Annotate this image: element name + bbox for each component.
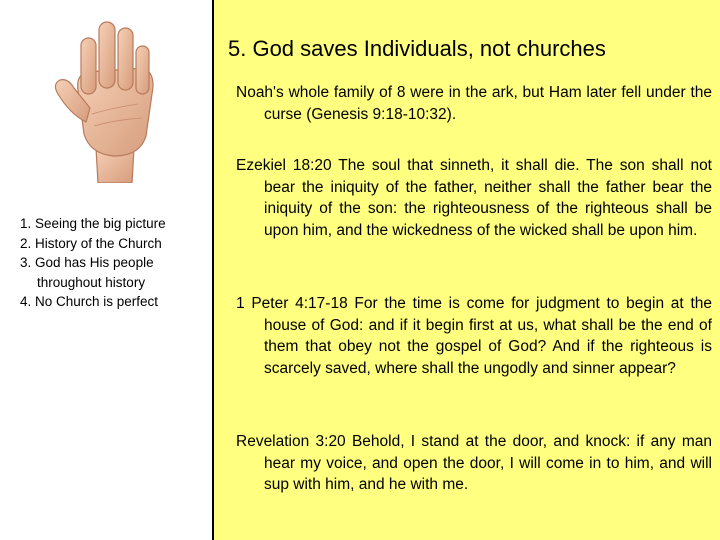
outline-item: 1. Seeing the big picture — [20, 216, 166, 231]
open-hand-icon — [48, 18, 173, 183]
outline-item: 2. History of the Church — [20, 235, 162, 251]
outline-item: 3. God has His people throughout history — [20, 255, 154, 290]
ezekiel-verse: Ezekiel 18:20 The soul that sinneth, it shall die. The son shall not bear the iniquity of the father, neither shall the father bear the iniquity of the son: the righteousness of the righteous shall be upon him, and the wickedness of the wicked shall be upon him. — [236, 157, 712, 239]
slide-content — [214, 0, 720, 540]
peter-verse: 1 Peter 4:17-18 For the time is come for judgment to begin at the house of God: and if it begin first at us, what shall be the end of them that obey not the gospel of God? And if the righteous is scarcely saved, where shall the ungodly and sinner appear? — [236, 295, 712, 377]
revelation-verse: Revelation 3:20 Behold, I stand at the door, and knock: if any man hear my voice, and open the door, I will come in to him, and will sup with him, and he with me. — [236, 433, 712, 493]
presentation-outline — [20, 214, 200, 312]
sidebar-panel — [0, 0, 212, 540]
slide-title: 5. God saves Individuals, not churches — [228, 36, 606, 61]
noah-paragraph: Noah's whole family of 8 were in the ark, but Ham later fell under the curse (Genesis 9:18-10:32). — [236, 84, 712, 123]
outline-item: 4. No Church is perfect — [20, 294, 159, 309]
